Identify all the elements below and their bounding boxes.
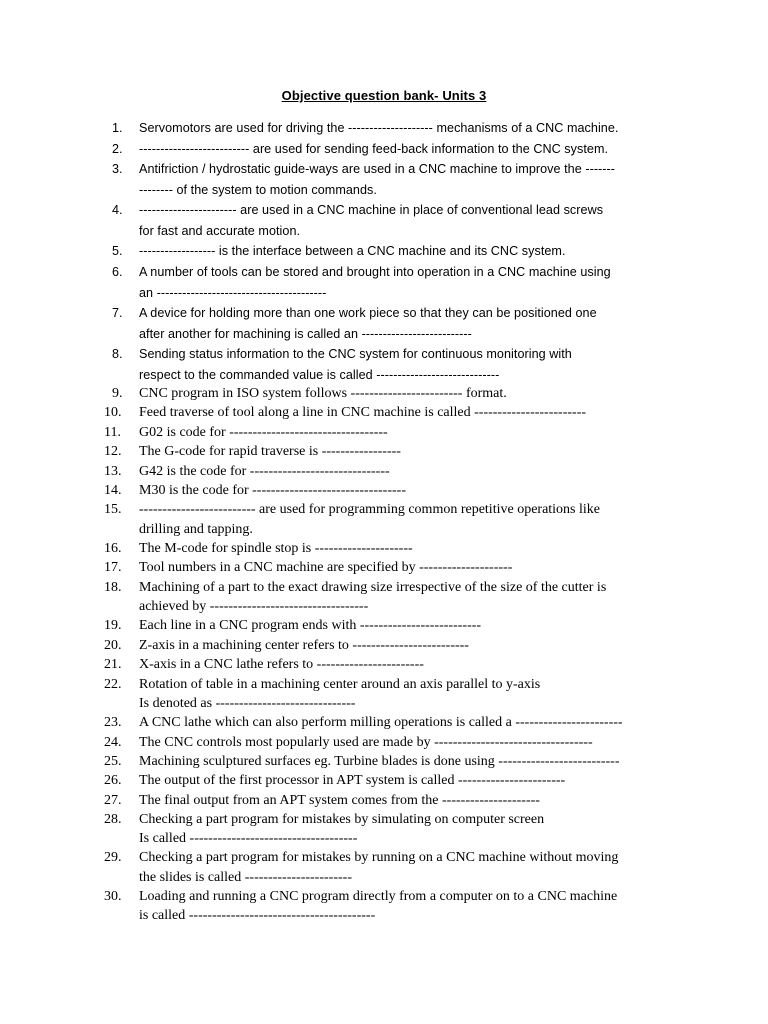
question-number: 10. <box>104 405 122 420</box>
question-text: G02 is code for ---------------------------------- <box>139 425 388 440</box>
question-number: 15. <box>104 502 122 517</box>
question-number: 24. <box>104 735 122 750</box>
question-text: A CNC lathe which can also perform milling operations is called a ----------------------- <box>139 715 623 730</box>
question-text: Antifriction / hydrostatic guide-ways are used in a CNC machine to improve the ------- <box>139 162 616 176</box>
question-text: ------------------------- are used for programming common repetitive operations like <box>139 502 601 517</box>
question-text-continued: after another for machining is called an -------------------------- <box>139 327 472 341</box>
question-number: 9. <box>112 386 123 401</box>
question-text: X-axis in a CNC lathe refers to ----------------------- <box>139 657 424 672</box>
question-number: 19. <box>104 618 122 633</box>
question-number: 8. <box>112 347 123 361</box>
question-text-continued: Is called ------------------------------------ <box>139 831 358 846</box>
question-text-continued: drilling and tapping. <box>139 522 253 537</box>
question-text: The G-code for rapid traverse is ----------------- <box>139 444 401 459</box>
question-number: 3. <box>112 162 123 176</box>
question-number: 30. <box>104 889 122 904</box>
question-number: 22. <box>104 677 122 692</box>
question-text: A number of tools can be stored and brought into operation in a CNC machine using <box>139 265 611 279</box>
question-number: 7. <box>112 306 123 320</box>
question-number: 6. <box>112 265 123 279</box>
question-text: The CNC controls most popularly used are made by ---------------------------------- <box>139 735 593 750</box>
question-text: M30 is the code for --------------------------------- <box>139 483 406 498</box>
question-number: 29. <box>104 850 122 865</box>
question-number: 11. <box>104 425 121 440</box>
question-text: Loading and running a CNC program directly from a computer on to a CNC machine <box>139 889 618 904</box>
page-title: Objective question bank- Units 3 <box>281 88 487 103</box>
question-number: 17. <box>104 560 122 575</box>
question-number: 5. <box>112 244 123 258</box>
question-number: 4. <box>112 203 123 217</box>
question-number: 27. <box>104 793 122 808</box>
question-text-continued: the slides is called ----------------------- <box>139 870 352 885</box>
question-text: A device for holding more than one work piece so that they can be positioned one <box>139 306 597 320</box>
question-text: The M-code for spindle stop is --------------------- <box>139 541 413 556</box>
question-text: G42 is the code for ------------------------------ <box>139 464 390 479</box>
question-text: Machining of a part to the exact drawing size irrespective of the size of the cutter is <box>139 580 607 595</box>
question-text: ------------------ is the interface between a CNC machine and its CNC system. <box>139 244 566 258</box>
question-number: 20. <box>104 638 122 653</box>
question-number: 23. <box>104 715 122 730</box>
question-number: 18. <box>104 580 122 595</box>
question-number: 2. <box>112 142 123 156</box>
question-number: 25. <box>104 754 122 769</box>
question-text-continued: an ---------------------------------------- <box>139 286 327 300</box>
question-number: 13. <box>104 464 122 479</box>
question-number: 12. <box>104 444 122 459</box>
question-text: The final output from an APT system comes from the --------------------- <box>139 793 540 808</box>
question-number: 1. <box>112 121 123 135</box>
question-text-continued: is called ---------------------------------------- <box>139 908 376 923</box>
question-text: Rotation of table in a machining center around an axis parallel to y-axis <box>139 677 541 692</box>
question-text: Machining sculptured surfaces eg. Turbine blades is done using -------------------------- <box>139 754 620 769</box>
question-text-continued: Is denoted as ------------------------------ <box>139 696 356 711</box>
question-text: CNC program in ISO system follows ------------------------ format. <box>139 386 507 401</box>
question-text: The output of the first processor in APT system is called ----------------------- <box>139 773 566 788</box>
question-text: Checking a part program for mistakes by running on a CNC machine without moving <box>139 850 619 865</box>
question-text-continued: -------- of the system to motion commands. <box>139 183 377 197</box>
question-text: Z-axis in a machining center refers to ------------------------- <box>139 638 469 653</box>
question-text-continued: respect to the commanded value is called ----------------------------- <box>139 368 500 382</box>
question-number: 16. <box>104 541 122 556</box>
question-number: 21. <box>104 657 122 672</box>
question-text: ----------------------- are used in a CNC machine in place of conventional lead screws <box>139 203 604 217</box>
question-text-continued: achieved by ---------------------------------- <box>139 599 369 614</box>
question-text-continued: for fast and accurate motion. <box>139 224 301 238</box>
question-text: Sending status information to the CNC system for continuous monitoring with <box>139 347 572 361</box>
question-text: -------------------------- are used for sending feed-back information to the CNC system. <box>139 142 609 156</box>
question-number: 14. <box>104 483 122 498</box>
question-number: 26. <box>104 773 122 788</box>
question-text: Servomotors are used for driving the -------------------- mechanisms of a CNC machine. <box>139 121 619 135</box>
question-text: Tool numbers in a CNC machine are specified by -------------------- <box>139 560 513 575</box>
question-text: Checking a part program for mistakes by simulating on computer screen <box>139 812 545 827</box>
question-number: 28. <box>104 812 122 827</box>
question-text: Feed traverse of tool along a line in CNC machine is called ------------------------ <box>139 405 587 420</box>
question-text: Each line in a CNC program ends with -------------------------- <box>139 618 482 633</box>
